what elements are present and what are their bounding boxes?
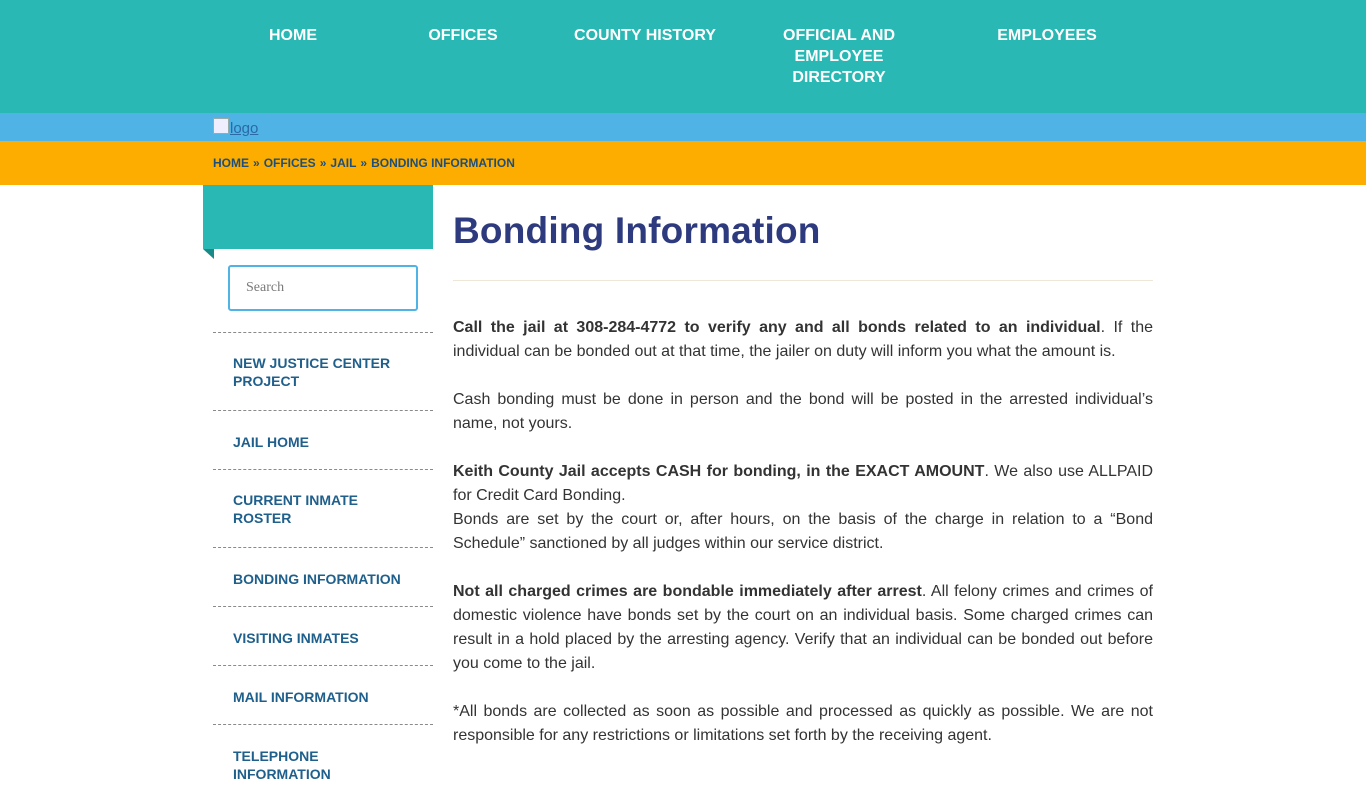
paragraph-verify-bonds-bold: Call the jail at 308-284-4772 to verify any and all bonds related to an individual — [453, 319, 1101, 336]
breadcrumb-separator: » — [253, 156, 260, 170]
nav-directory-line2: EMPLOYEE — [794, 48, 884, 65]
logo-alt-text: logo — [230, 120, 259, 137]
sidebar-item-bonding-information — [213, 547, 433, 606]
paragraph-accepts-cash — [453, 460, 1153, 508]
sidebar-item-telephone-information — [213, 724, 433, 785]
paragraph-gap — [453, 436, 1153, 460]
breadcrumb-band — [0, 141, 1366, 185]
sidebar-item-mail-information — [213, 665, 433, 724]
paragraph-not-bondable-text: . All felony crimes and crimes of domestic violence have bonds set by the court on an individual basis. Some charged crimes can result in a hold placed by the arresting agency. Verify that an individual can be bonded out before you come to the jail. — [453, 583, 1154, 672]
breadcrumb-home[interactable]: HOME — [213, 156, 249, 170]
paragraph-verify-bonds — [453, 316, 1153, 364]
logo-band — [0, 113, 1366, 141]
paragraph-bond-schedule: Bonds are set by the court or, after hours, on the basis of the charge in relation to a “Bond Schedule” sanctioned by all judges within our service district. — [453, 511, 1153, 552]
title-divider — [453, 280, 1153, 281]
paragraph-accepts-cash-text: . We also use ALLPAID for Credit Card Bonding. — [453, 463, 1154, 504]
sidebar-item-new-justice-center — [213, 332, 433, 410]
nav-employees-link[interactable]: EMPLOYEES — [997, 27, 1097, 44]
sidebar-link-bonding-information[interactable]: BONDING INFORMATION — [233, 571, 401, 587]
nav-directory-line1: OFFICIAL AND — [783, 27, 895, 44]
paragraph-verify-bonds-text: . If the individual can be bonded out at that time, the jailer on duty will inform you what the amount is. — [453, 319, 1154, 360]
nav-offices-link[interactable]: OFFICES — [428, 27, 498, 44]
logo-link[interactable] — [213, 120, 258, 137]
sidebar-link-new-justice-center[interactable]: NEW JUSTICE CENTER PROJECT — [233, 355, 391, 389]
breadcrumb-separator: » — [319, 156, 327, 170]
sidebar-header-fold — [203, 249, 214, 259]
nav-directory-link[interactable] — [759, 25, 919, 88]
sidebar-link-mail-information[interactable]: MAIL INFORMATION — [233, 689, 369, 705]
main-content — [453, 316, 1153, 748]
paragraph-not-bondable — [453, 580, 1153, 676]
main-navigation — [0, 0, 1366, 113]
sidebar-menu — [213, 332, 433, 785]
paragraph-cash-bonding: Cash bonding must be done in person and the bond will be posted in the arrested individual’s name, not yours. — [453, 391, 1153, 432]
paragraph-gap — [453, 364, 1153, 388]
sidebar-item-visiting-inmates — [213, 606, 433, 665]
breadcrumb-jail[interactable]: JAIL — [330, 156, 357, 170]
nav-directory-line3: DIRECTORY — [792, 69, 886, 86]
sidebar-header — [203, 185, 433, 249]
nav-county-history-link[interactable]: COUNTY HISTORY — [574, 27, 716, 44]
sidebar-link-telephone-information[interactable]: TELEPHONE INFORMATION — [233, 748, 331, 782]
paragraph-gap — [453, 676, 1153, 700]
broken-image-icon — [213, 118, 229, 134]
paragraph-bonds-collected: *All bonds are collected as soon as possible and processed as quickly as possible. We are not responsible for any restrictions or limitations set forth by the receiving agent. — [453, 703, 1153, 744]
sidebar-item-current-inmate-roster — [213, 469, 433, 547]
paragraph-gap — [453, 556, 1153, 580]
nav-home-link[interactable]: HOME — [269, 27, 317, 44]
paragraph-not-bondable-bold: Not all charged crimes are bondable immediately after arrest — [453, 583, 922, 600]
breadcrumb-current: BONDING INFORMATION — [371, 156, 515, 170]
paragraph-accepts-cash-bold: Keith County Jail accepts CASH for bonding, in the EXACT AMOUNT — [453, 463, 985, 480]
search-input[interactable] — [228, 265, 418, 311]
sidebar-link-visiting-inmates[interactable]: VISITING INMATES — [233, 630, 359, 646]
sidebar-item-jail-home — [213, 410, 433, 469]
page-title: Bonding Information — [453, 210, 821, 251]
breadcrumb — [213, 156, 515, 170]
breadcrumb-offices[interactable]: OFFICES — [263, 156, 316, 170]
sidebar-link-current-inmate-roster[interactable]: CURRENT INMATE ROSTER — [233, 492, 358, 526]
sidebar-link-jail-home[interactable]: JAIL HOME — [233, 434, 309, 450]
breadcrumb-separator: » — [360, 156, 368, 170]
